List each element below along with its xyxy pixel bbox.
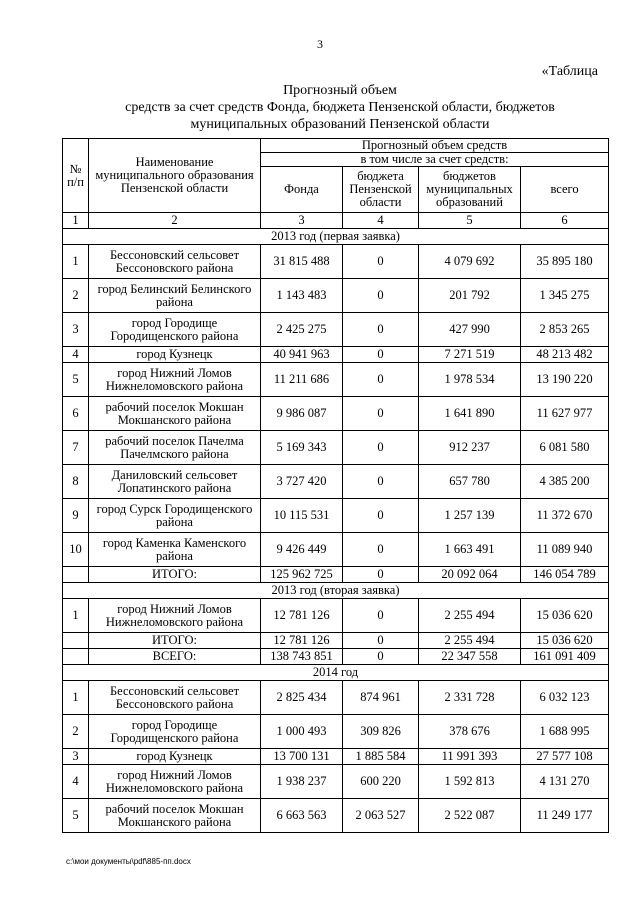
amount-municipal: 378 676 (419, 715, 521, 749)
amount-total: 11 627 977 (521, 397, 609, 431)
amount-regional: 1 885 584 (343, 749, 419, 765)
amount-total: 11 249 177 (521, 799, 609, 833)
column-number: 4 (343, 213, 419, 229)
section-header-row (63, 229, 609, 245)
total-total: 146 054 789 (521, 567, 609, 583)
amount-total: 6 081 580 (521, 431, 609, 465)
total-regional: 0 (343, 567, 419, 583)
table-row (63, 715, 609, 749)
total-regional: 0 (343, 633, 419, 649)
amount-total: 27 577 108 (521, 749, 609, 765)
total-total: 15 036 620 (521, 633, 609, 649)
amount-total: 4 385 200 (521, 465, 609, 499)
municipality-name: Бессоновский сельсовет Бессоновского района (89, 681, 261, 715)
amount-regional: 0 (343, 397, 419, 431)
amount-fund: 40 941 963 (261, 347, 343, 363)
amount-municipal: 1 592 813 (419, 765, 521, 799)
municipality-name: Даниловский сельсовет Лопатинского района (89, 465, 261, 499)
header-fund: Фонда (261, 167, 343, 213)
section-title: 2014 год (63, 665, 609, 681)
amount-municipal: 7 271 519 (419, 347, 521, 363)
amount-fund: 11 211 686 (261, 363, 343, 397)
table-row (63, 599, 609, 633)
row-number: 5 (63, 363, 89, 397)
column-number: 2 (89, 213, 261, 229)
municipality-name: рабочий поселок Пачелма Пачелмского района (89, 431, 261, 465)
row-number: 6 (63, 397, 89, 431)
amount-fund: 5 169 343 (261, 431, 343, 465)
table-reference: «Таблица (541, 64, 598, 79)
header-forecast: Прогнозный объем средств (261, 139, 609, 153)
header-municipal: бюджетов муниципальных образований (419, 167, 521, 213)
municipality-name: город Сурск Городищенского района (89, 499, 261, 533)
amount-total: 1 345 275 (521, 279, 609, 313)
header-including: в том числе за счет средств: (261, 153, 609, 167)
table-row (63, 245, 609, 279)
municipality-name: город Городище Городищенского района (89, 715, 261, 749)
amount-total: 4 131 270 (521, 765, 609, 799)
total-fund: 138 743 851 (261, 649, 343, 665)
municipality-name: город Кузнецк (89, 749, 261, 765)
total-municipal: 2 255 494 (419, 633, 521, 649)
amount-municipal: 1 257 139 (419, 499, 521, 533)
amount-regional: 0 (343, 499, 419, 533)
total-total: 161 091 409 (521, 649, 609, 665)
municipality-name: город Городище Городищенского района (89, 313, 261, 347)
amount-municipal: 201 792 (419, 279, 521, 313)
amount-fund: 1 143 483 (261, 279, 343, 313)
amount-municipal: 912 237 (419, 431, 521, 465)
section-title: 2013 год (первая заявка) (63, 229, 609, 245)
amount-regional: 600 220 (343, 765, 419, 799)
totals-blank (63, 633, 89, 649)
amount-total: 15 036 620 (521, 599, 609, 633)
amount-regional: 309 826 (343, 715, 419, 749)
column-number: 5 (419, 213, 521, 229)
amount-fund: 1 000 493 (261, 715, 343, 749)
municipality-name: рабочий поселок Мокшан Мокшанского района (89, 799, 261, 833)
municipality-name: город Кузнецк (89, 347, 261, 363)
amount-fund: 31 815 488 (261, 245, 343, 279)
row-number: 5 (63, 799, 89, 833)
table-row (63, 313, 609, 347)
amount-regional: 874 961 (343, 681, 419, 715)
table-row (63, 347, 609, 363)
table-row (63, 765, 609, 799)
amount-fund: 9 986 087 (261, 397, 343, 431)
municipality-name: город Нижний Ломов Нижнеломовского района (89, 599, 261, 633)
page-number: 3 (317, 37, 323, 51)
column-number: 6 (521, 213, 609, 229)
row-number: 1 (63, 245, 89, 279)
table-row (63, 799, 609, 833)
amount-fund: 13 700 131 (261, 749, 343, 765)
amount-total: 6 032 123 (521, 681, 609, 715)
row-number: 3 (63, 313, 89, 347)
amount-regional: 0 (343, 313, 419, 347)
amount-municipal: 4 079 692 (419, 245, 521, 279)
amount-regional: 0 (343, 347, 419, 363)
table-row (63, 465, 609, 499)
row-number: 3 (63, 749, 89, 765)
totals-row (63, 567, 609, 583)
row-number: 1 (63, 599, 89, 633)
total-regional: 0 (343, 649, 419, 665)
section-title: 2013 год (вторая заявка) (63, 583, 609, 599)
amount-municipal: 2 522 087 (419, 799, 521, 833)
title-line: муниципальных образований Пензенской области (190, 117, 490, 132)
column-number: 3 (261, 213, 343, 229)
funding-table (62, 138, 609, 833)
header-total: всего (521, 167, 609, 213)
table-row (63, 431, 609, 465)
totals-label: ИТОГО: (89, 633, 261, 649)
header-num: № п/п (63, 139, 89, 213)
total-municipal: 22 347 558 (419, 649, 521, 665)
table-row (63, 279, 609, 313)
total-fund: 125 962 725 (261, 567, 343, 583)
totals-row (63, 633, 609, 649)
table-row (63, 749, 609, 765)
amount-total: 11 372 670 (521, 499, 609, 533)
amount-municipal: 11 991 393 (419, 749, 521, 765)
municipality-name: Бессоновский сельсовет Бессоновского района (89, 245, 261, 279)
table-row (63, 363, 609, 397)
amount-fund: 3 727 420 (261, 465, 343, 499)
amount-fund: 1 938 237 (261, 765, 343, 799)
amount-fund: 2 825 434 (261, 681, 343, 715)
totals-blank (63, 567, 89, 583)
table-row (63, 533, 609, 567)
municipality-name: город Каменка Каменского района (89, 533, 261, 567)
total-municipal: 20 092 064 (419, 567, 521, 583)
totals-blank (63, 649, 89, 665)
totals-label: ВСЕГО: (89, 649, 261, 665)
amount-fund: 9 426 449 (261, 533, 343, 567)
amount-fund: 12 781 126 (261, 599, 343, 633)
row-number: 10 (63, 533, 89, 567)
amount-regional: 0 (343, 363, 419, 397)
row-number: 9 (63, 499, 89, 533)
section-header-row (63, 583, 609, 599)
amount-fund: 10 115 531 (261, 499, 343, 533)
header-name: Наименование муниципального образования Пензенской области (89, 139, 261, 213)
amount-regional: 0 (343, 465, 419, 499)
row-number: 4 (63, 765, 89, 799)
amount-fund: 2 425 275 (261, 313, 343, 347)
row-number: 8 (63, 465, 89, 499)
amount-total: 1 688 995 (521, 715, 609, 749)
section-header-row (63, 665, 609, 681)
table-row (63, 397, 609, 431)
total-fund: 12 781 126 (261, 633, 343, 649)
amount-regional: 0 (343, 245, 419, 279)
totals-label: ИТОГО: (89, 567, 261, 583)
amount-regional: 0 (343, 599, 419, 633)
municipality-name: город Белинский Белинского района (89, 279, 261, 313)
totals-row (63, 649, 609, 665)
amount-municipal: 2 331 728 (419, 681, 521, 715)
table-row (63, 499, 609, 533)
amount-total: 2 853 265 (521, 313, 609, 347)
amount-regional: 0 (343, 431, 419, 465)
amount-municipal: 427 990 (419, 313, 521, 347)
row-number: 2 (63, 715, 89, 749)
amount-municipal: 1 978 534 (419, 363, 521, 397)
amount-regional: 2 063 527 (343, 799, 419, 833)
amount-total: 13 190 220 (521, 363, 609, 397)
amount-total: 48 213 482 (521, 347, 609, 363)
title-line: средств за счет средств Фонда, бюджета Пензенской области, бюджетов (125, 100, 555, 115)
amount-municipal: 1 641 890 (419, 397, 521, 431)
header-regional: бюджета Пензенской области (343, 167, 419, 213)
amount-municipal: 2 255 494 (419, 599, 521, 633)
amount-total: 11 089 940 (521, 533, 609, 567)
amount-total: 35 895 180 (521, 245, 609, 279)
amount-regional: 0 (343, 533, 419, 567)
amount-regional: 0 (343, 279, 419, 313)
row-number: 1 (63, 681, 89, 715)
row-number: 7 (63, 431, 89, 465)
table-row (63, 681, 609, 715)
title-line: Прогнозный объем (283, 83, 397, 98)
row-number: 2 (63, 279, 89, 313)
document-title (60, 82, 620, 133)
file-path: c:\мои документы\pdf\885-пп.docx (66, 857, 191, 866)
municipality-name: рабочий поселок Мокшан Мокшанского района (89, 397, 261, 431)
column-number: 1 (63, 213, 89, 229)
municipality-name: город Нижний Ломов Нижнеломовского района (89, 363, 261, 397)
municipality-name: город Нижний Ломов Нижнеломовского района (89, 765, 261, 799)
amount-municipal: 1 663 491 (419, 533, 521, 567)
amount-municipal: 657 780 (419, 465, 521, 499)
amount-fund: 6 663 563 (261, 799, 343, 833)
row-number: 4 (63, 347, 89, 363)
